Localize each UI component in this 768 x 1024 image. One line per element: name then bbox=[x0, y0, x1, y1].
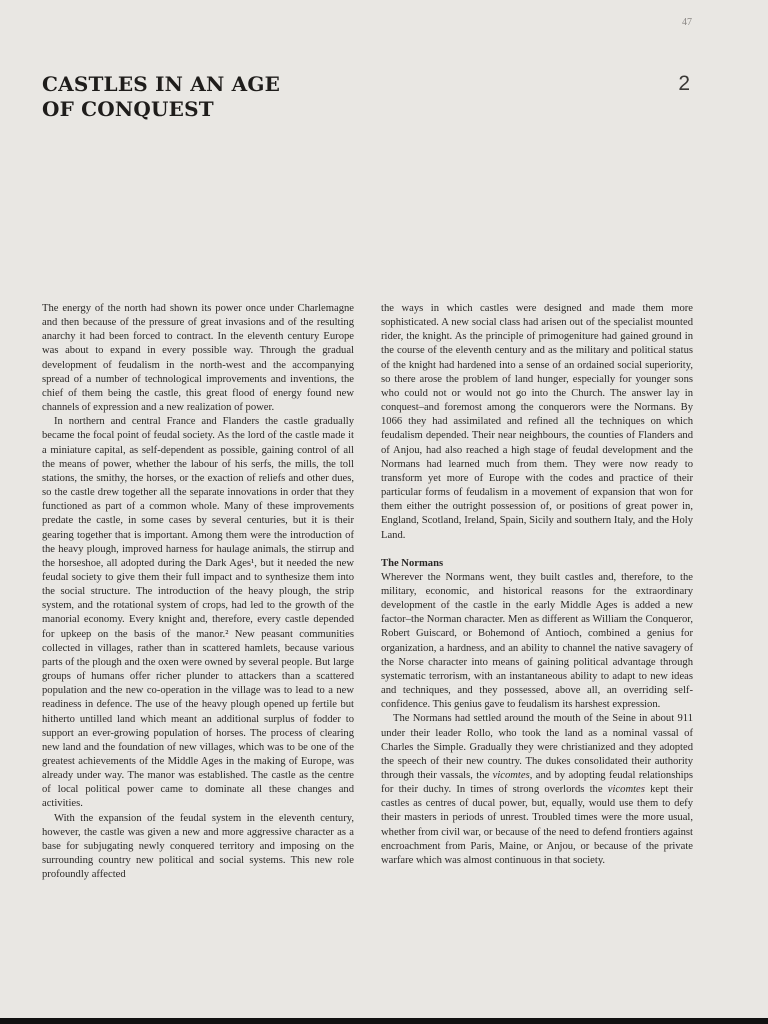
section-heading: The Normans bbox=[381, 557, 444, 569]
title-line-1: CASTLES IN AN AGE bbox=[42, 72, 281, 96]
paragraph-text: , and by adopting feudal relationships for their duchy. In times of strong overlords the bbox=[381, 770, 693, 796]
right-column bbox=[381, 302, 693, 868]
paragraph: the ways in which castles were designed and made them more sophisticated. A new social class had arisen out of the specialist mounted rider, the knight. As the principle of primogeniture had gained ground in the course of the eleventh century and as the military and political status of the knight had hardened into a sense of an ordained social superiority, so there arose the problem of land hunger, especially for younger sons who could not or would not go into the Church. The answer lay in conquest–and foremost among the conquerors were the Normans. By 1066 they had assimilated and refined all the techniques on which feudalism depended. Their near neighbours, the counties of Flanders and of Anjou, had also reached a high stage of feudal development and the Normans had learned much from them. They were now ready to transform yet more of Europe with the codes and practice of their particular forms of feudalism in a movement of expansion that won for them either the outright possession of, or positions of great power in, England, Scotland, Ireland, Spain, Sicily and southern Italy, and the Holy Land. bbox=[381, 303, 693, 541]
italic-term: vicomtes bbox=[492, 770, 530, 781]
paragraph bbox=[381, 712, 693, 868]
chapter-title bbox=[42, 72, 342, 122]
section-spacer bbox=[381, 543, 693, 557]
paragraph-text: kept their castles as centres of ducal power, but, equally, would use them to defy their masters in periods of unrest. Troubled times were the more usual, whether from civil war, or because of the need to defend frontiers against encroachment from Paris, Maine, or Anjou, or because of the private warfare which was almost continuous in that society. bbox=[381, 784, 694, 866]
italic-term: vicomtes bbox=[607, 784, 645, 796]
paragraph: In northern and central France and Flanders the castle gradually became the focal point of feudal society. As the lord of the castle made it a miniature capital, as self-dependent as possible, gaining control of all the means of power, whether the labour of his serfs, the mills, the toll stations, the smithy, the horses, or the exaction of reliefs and other dues, so the castle drew together all the separate innovations in order that they functioned as part of a common whole. Many of these improvements predate the castle, in some cases by several centuries, but it is their gearing together that is important. Among them were the introduction of the heavy plough, improved harness for haulage animals, the stirrup and the horseshoe, all adopted during the Dark Ages¹, but it needed the new feudal society to give them their full impact and to synthesize them into the social structure. The introduction of the heavy plough, the strip system, and the rotational system of crops, had led to the growth of the manorial economy. Every knight and, therefore, every castle depended for upkeep on the basis of the manor.² New peasant communities collected in villages, rather than in scattered hamlets, because various parts of the plough and the oxen were owned by several people. But large groups of humans offer richer plunder to attackers than a scattered population and the new co-operation in the village was to lead to a new readiness in defence. The use of the heavy plough opened up fertile but hitherto untilled land which meant an additional surplus of fodder to support an ever-growing population of horses. The process of clearing new land and the foundation of new villages, which was to be one of the greatest achievements of the Middle Ages in the making of Europe, was already under way. The manor was established. The castle as the centre of local political power came to dominate all these changes and activities. bbox=[42, 416, 354, 810]
page-number: 47 bbox=[682, 17, 692, 28]
bottom-edge-bar bbox=[0, 1018, 768, 1024]
paragraph: The energy of the north had shown its power once under Charlemagne and then because of the pressure of great invasions and of the resulting anarchy it had been forced to contract. In the eleventh century Europe was about to expand in every possible way. Through the gradual development of feudalism in the north-west and the accompanying spread of a number of technological improvements and inventions, the chief of them being the castle, this great flood of energy found new channels of expression and a new realization of power. bbox=[42, 303, 354, 414]
paragraph: Wherever the Normans went, they built castles and, therefore, to the military, economic, and historical reasons for the extraordinary development of the castle in the early Middle Ages is added a new factor–the Norman character. Men as different as William the Conqueror, Robert Guiscard, or Bohemond of Antioch, combined a genius for organization, a hardness, and an ability to channel the native savagery of the Norse character into means of gaining political advantage through systematic terrorism, with an instantaneous ability to adapt to new ideas and techniques, and they possessed, above all, an overriding self-confidence. This genius gave to feudalism its harshest expression. bbox=[381, 571, 693, 711]
title-line-2: OF CONQUEST bbox=[42, 97, 214, 121]
paragraph: With the expansion of the feudal system in the eleventh century, however, the castle was given a new and more aggressive character as a base for subjugating newly conquered territory and imposing on the surrounding country new political and social systems. This new role profoundly affected bbox=[42, 812, 354, 881]
chapter-number: 2 bbox=[678, 72, 690, 95]
paragraph-text: The Normans had settled around the mouth of the Seine in about 911 under their leader Rollo, who took the land as a nominal vassal of Charles the Simple. Gradually they were christianized and they adopted the speech of their new country. The dukes consolidated their authority through their vassals, the bbox=[381, 713, 693, 781]
left-column bbox=[42, 302, 354, 882]
